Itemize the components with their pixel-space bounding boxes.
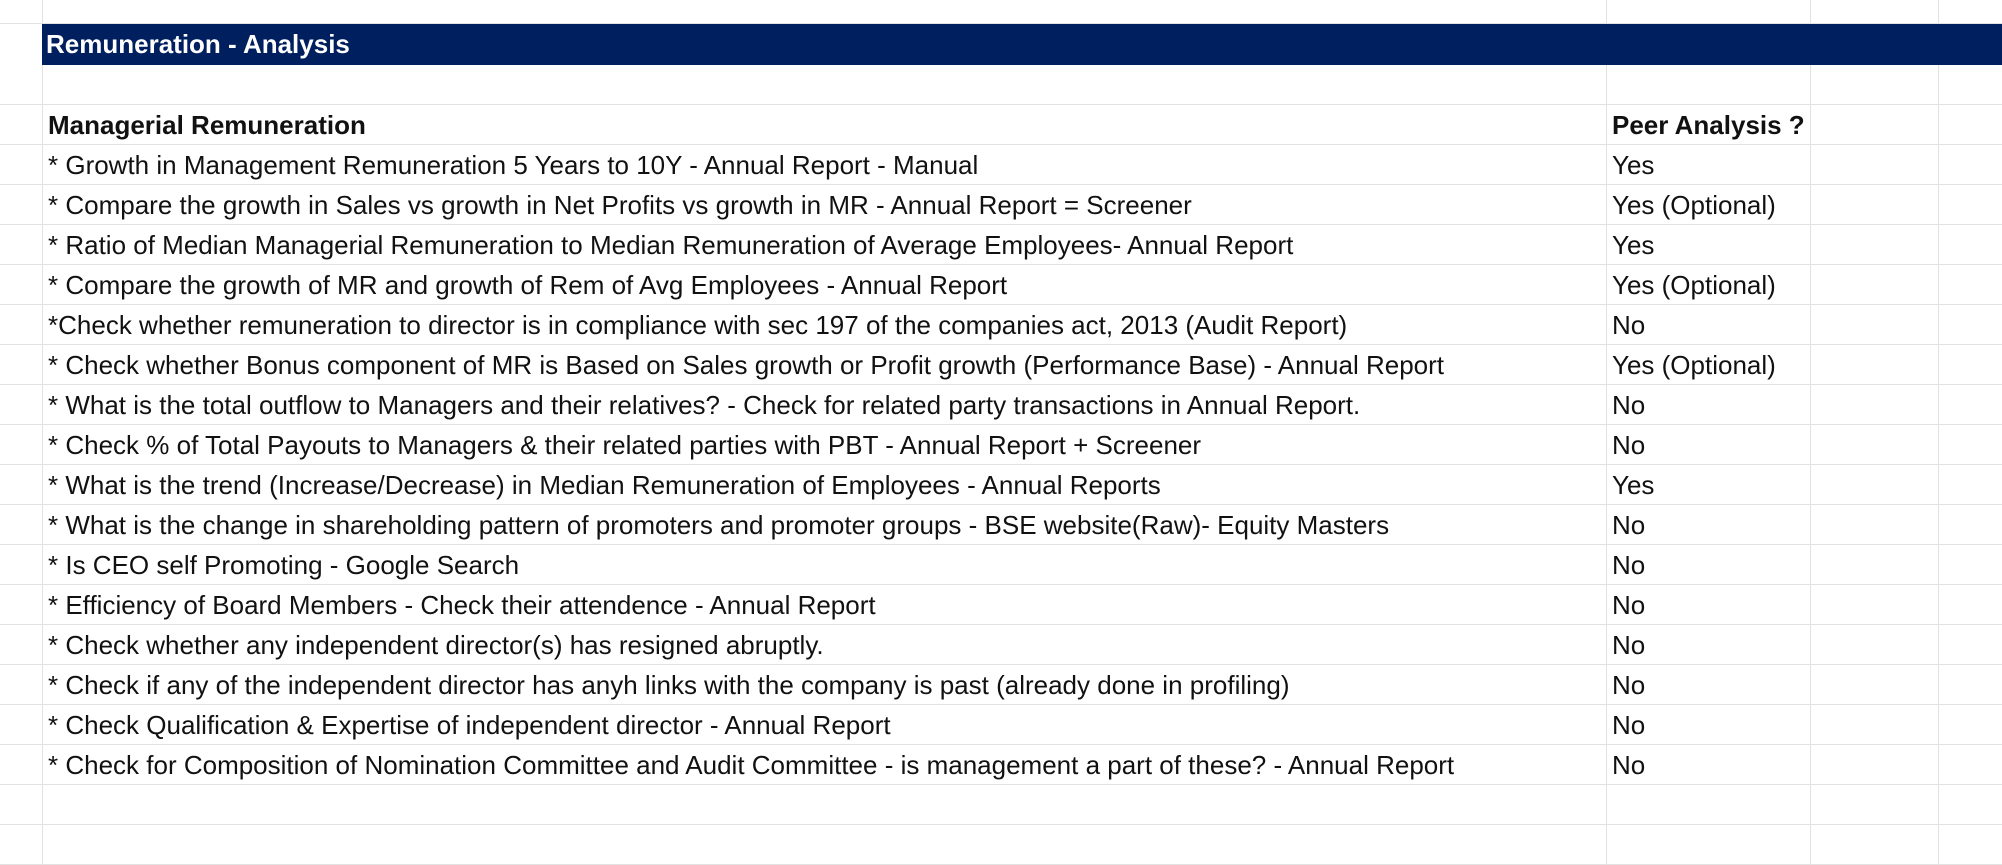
- criteria-header-cell[interactable]: Managerial Remuneration: [48, 110, 366, 140]
- peer-analysis-cell[interactable]: No: [1612, 710, 1646, 740]
- criteria-cell[interactable]: * What is the total outflow to Managers and their relatives? - Check for related party transactions in Annual Report.: [48, 390, 1361, 420]
- table-row: [0, 425, 2002, 465]
- peer-analysis-cell[interactable]: No: [1612, 590, 1646, 620]
- criteria-cell[interactable]: * Efficiency of Board Members - Check their attendence - Annual Report: [48, 590, 876, 620]
- peer-analysis-cell[interactable]: No: [1612, 550, 1646, 580]
- peer-analysis-cell[interactable]: Yes: [1612, 230, 1655, 260]
- peer-analysis-cell[interactable]: No: [1612, 430, 1646, 460]
- peer-analysis-header-cell[interactable]: Peer Analysis ?: [1612, 110, 1805, 140]
- table-row: [0, 745, 2002, 785]
- criteria-cell[interactable]: * Growth in Management Remuneration 5 Years to 10Y - Annual Report - Manual: [48, 150, 979, 180]
- header-row: [0, 105, 2002, 145]
- peer-analysis-cell[interactable]: Yes (Optional): [1612, 350, 1776, 380]
- table-row: [0, 665, 2002, 705]
- table-row: [0, 505, 2002, 545]
- empty-row[interactable]: [0, 0, 2002, 24]
- criteria-cell[interactable]: * Check Qualification & Expertise of independent director - Annual Report: [48, 710, 891, 740]
- criteria-cell[interactable]: * Compare the growth in Sales vs growth in Net Profits vs growth in MR - Annual Report = Screener: [48, 190, 1192, 220]
- criteria-cell[interactable]: * Check if any of the independent director has anyh links with the company is past (already done in profiling): [48, 670, 1290, 700]
- table-row: [0, 305, 2002, 345]
- peer-analysis-cell[interactable]: Yes: [1612, 470, 1655, 500]
- table-row: [0, 385, 2002, 425]
- peer-analysis-cell[interactable]: No: [1612, 390, 1646, 420]
- peer-analysis-cell[interactable]: No: [1612, 670, 1646, 700]
- table-row: [0, 345, 2002, 385]
- criteria-cell[interactable]: * What is the trend (Increase/Decrease) in Median Remuneration of Employees - Annual Reports: [48, 470, 1161, 500]
- empty-row[interactable]: [0, 65, 2002, 105]
- table-row: [0, 465, 2002, 505]
- criteria-cell[interactable]: * Check % of Total Payouts to Managers & their related parties with PBT - Annual Report + Screener: [48, 430, 1202, 460]
- table-row: [0, 625, 2002, 665]
- criteria-cell[interactable]: *Check whether remuneration to director is in compliance with sec 197 of the companies act, 2013 (Audit Report): [48, 310, 1348, 340]
- peer-analysis-cell[interactable]: No: [1612, 510, 1646, 540]
- peer-analysis-cell[interactable]: Yes (Optional): [1612, 270, 1776, 300]
- table-row: [0, 145, 2002, 185]
- sheet-title: Remuneration - Analysis: [46, 29, 350, 59]
- peer-analysis-cell[interactable]: No: [1612, 310, 1646, 340]
- criteria-cell[interactable]: * Is CEO self Promoting - Google Search: [48, 550, 520, 580]
- criteria-cell[interactable]: * Check whether Bonus component of MR is Based on Sales growth or Profit growth (Performance Base) - Annual Report: [48, 350, 1445, 380]
- criteria-cell[interactable]: * Ratio of Median Managerial Remuneration to Median Remuneration of Average Employees- Annual Report: [48, 230, 1294, 260]
- table-row: [0, 225, 2002, 265]
- criteria-cell[interactable]: * Compare the growth of MR and growth of Rem of Avg Employees - Annual Report: [48, 270, 1008, 300]
- empty-row[interactable]: [0, 785, 2002, 825]
- peer-analysis-cell[interactable]: Yes (Optional): [1612, 190, 1776, 220]
- peer-analysis-cell[interactable]: No: [1612, 750, 1646, 780]
- criteria-cell[interactable]: * Check for Composition of Nomination Committee and Audit Committee - is management a part of these? - Annual Report: [48, 750, 1455, 780]
- table-row: [0, 585, 2002, 625]
- table-row: [0, 705, 2002, 745]
- table-row: [0, 545, 2002, 585]
- table-row: [0, 265, 2002, 305]
- empty-row[interactable]: [0, 825, 2002, 865]
- criteria-cell[interactable]: * Check whether any independent director(s) has resigned abruptly.: [48, 630, 824, 660]
- criteria-cell[interactable]: * What is the change in shareholding pattern of promoters and promoter groups - BSE website(Raw)- Equity Masters: [48, 510, 1390, 540]
- table-row: [0, 185, 2002, 225]
- peer-analysis-cell[interactable]: No: [1612, 630, 1646, 660]
- peer-analysis-cell[interactable]: Yes: [1612, 150, 1655, 180]
